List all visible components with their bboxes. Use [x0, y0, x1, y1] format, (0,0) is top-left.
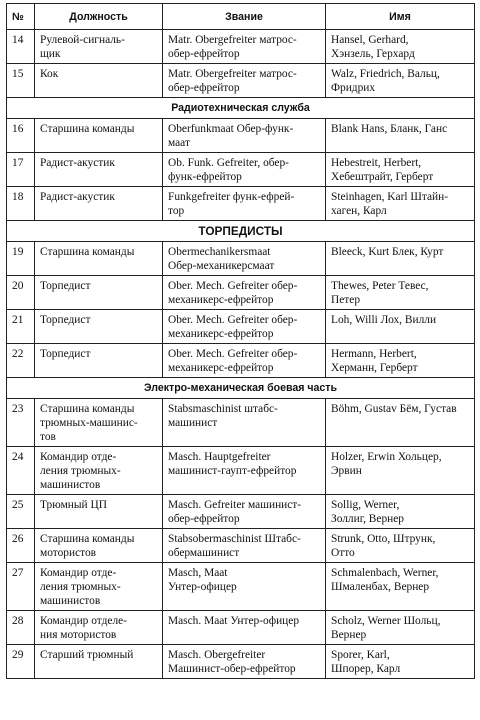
cell-name: Hermann, Herbert, Херманн, Герберт	[326, 344, 475, 378]
cell-name: Scholz, Werner Шольц, Вернер	[326, 611, 475, 645]
cell-rank: Ober. Mech. Gefreiter обер- механикерс-ефрейтор	[163, 310, 326, 344]
cell-name: Hansel, Gerhard, Хэнзель, Герхард	[326, 30, 475, 64]
cell-number: 15	[7, 64, 35, 98]
cell-rank: Matr. Obergefreiter матрос- обер-ефрейтор	[163, 30, 326, 64]
cell-name: Hebestreit, Herbert, Хебештрайт, Герберт	[326, 153, 475, 187]
cell-rank: Masch, Maat Унтер-офицер	[163, 563, 326, 611]
table-row	[7, 563, 475, 611]
section-title: Электро-механическая боевая часть	[7, 378, 475, 399]
cell-rank: Masch. Maat Унтер-офицер	[163, 611, 326, 645]
cell-name: Loh, Willi Лох, Вилли	[326, 310, 475, 344]
header-name: Имя	[326, 4, 475, 30]
cell-number: 25	[7, 495, 35, 529]
table-body	[7, 30, 475, 679]
cell-name: Strunk, Otto, Штрунк, Отто	[326, 529, 475, 563]
cell-position: Старший трюмный	[35, 645, 163, 679]
cell-rank: Stabsobermaschinist Штабс- обермашинист	[163, 529, 326, 563]
cell-name: Holzer, Erwin Хольцер, Эрвин	[326, 447, 475, 495]
cell-rank: Ober. Mech. Gefreiter обер- механикерс-ефрейтор	[163, 344, 326, 378]
table-header-row	[7, 4, 475, 30]
cell-rank: Obermechanikersmaat Обер-механикерсмаат	[163, 242, 326, 276]
table-row	[7, 187, 475, 221]
cell-rank: Masch. Obergefreiter Машинист-обер-ефрейтор	[163, 645, 326, 679]
cell-number: 27	[7, 563, 35, 611]
section-title: ТОРПЕДИСТЫ	[7, 221, 475, 242]
cell-number: 23	[7, 399, 35, 447]
cell-position: Командир отде- ления трюмных- машинистов	[35, 447, 163, 495]
cell-position: Торпедист	[35, 310, 163, 344]
cell-rank: Ober. Mech. Gefreiter обер- механикерс-ефрейтор	[163, 276, 326, 310]
table-row	[7, 64, 475, 98]
cell-position: Командир отде- ления трюмных- машинистов	[35, 563, 163, 611]
table-row	[7, 447, 475, 495]
header-rank: Звание	[163, 4, 326, 30]
header-number: №	[7, 4, 35, 30]
cell-name: Sporer, Karl, Шпорер, Карл	[326, 645, 475, 679]
table-row	[7, 344, 475, 378]
section-header-row	[7, 378, 475, 399]
cell-number: 14	[7, 30, 35, 64]
cell-position: Кок	[35, 64, 163, 98]
table-row	[7, 645, 475, 679]
section-header-row	[7, 221, 475, 242]
cell-name: Steinhagen, Karl Штайн- хаген, Карл	[326, 187, 475, 221]
cell-number: 18	[7, 187, 35, 221]
cell-position: Старшина команды	[35, 119, 163, 153]
cell-name: Schmalenbach, Werner, Шмаленбах, Вернер	[326, 563, 475, 611]
cell-rank: Stabsmaschinist штабс- машинист	[163, 399, 326, 447]
cell-rank: Masch. Gefreiter машинист- обер-ефрейтор	[163, 495, 326, 529]
cell-number: 20	[7, 276, 35, 310]
cell-position: Трюмный ЦП	[35, 495, 163, 529]
cell-rank: Ob. Funk. Gefreiter, обер- функ-ефрейтор	[163, 153, 326, 187]
table-row	[7, 495, 475, 529]
table-row	[7, 276, 475, 310]
cell-rank: Funkgefreiter функ-ефрей- тор	[163, 187, 326, 221]
cell-position: Радист-акустик	[35, 187, 163, 221]
cell-number: 29	[7, 645, 35, 679]
table-row	[7, 399, 475, 447]
section-title: Радиотехническая служба	[7, 98, 475, 119]
cell-rank: Matr. Obergefreiter матрос- обер-ефрейтор	[163, 64, 326, 98]
table-row	[7, 119, 475, 153]
cell-position: Старшина команды трюмных-машинис- тов	[35, 399, 163, 447]
cell-position: Рулевой-сигналь- щик	[35, 30, 163, 64]
header-position: Должность	[35, 4, 163, 30]
table-row	[7, 611, 475, 645]
cell-position: Старшина команды мотористов	[35, 529, 163, 563]
cell-name: Böhm, Gustav Бём, Густав	[326, 399, 475, 447]
cell-position: Торпедист	[35, 276, 163, 310]
cell-number: 17	[7, 153, 35, 187]
section-header-row	[7, 98, 475, 119]
cell-number: 16	[7, 119, 35, 153]
cell-name: Blank Hans, Бланк, Ганс	[326, 119, 475, 153]
cell-number: 26	[7, 529, 35, 563]
cell-name: Walz, Friedrich, Вальц, Фридрих	[326, 64, 475, 98]
cell-position: Радист-акустик	[35, 153, 163, 187]
cell-rank: Masch. Hauptgefreiter машинист-гаупт-ефрейтор	[163, 447, 326, 495]
table-row	[7, 310, 475, 344]
cell-rank: Oberfunkmaat Обер-функ- маат	[163, 119, 326, 153]
cell-number: 28	[7, 611, 35, 645]
table-row	[7, 529, 475, 563]
cell-name: Sollig, Werner, Золлиг, Вернер	[326, 495, 475, 529]
cell-position: Командир отделе- ния мотористов	[35, 611, 163, 645]
cell-name: Bleeck, Kurt Блек, Курт	[326, 242, 475, 276]
table-row	[7, 153, 475, 187]
table-row	[7, 242, 475, 276]
cell-number: 19	[7, 242, 35, 276]
table-row	[7, 30, 475, 64]
cell-number: 21	[7, 310, 35, 344]
cell-position: Торпедист	[35, 344, 163, 378]
cell-name: Thewes, Peter Тевес, Петер	[326, 276, 475, 310]
cell-number: 24	[7, 447, 35, 495]
cell-position: Старшина команды	[35, 242, 163, 276]
cell-number: 22	[7, 344, 35, 378]
crew-table	[6, 3, 475, 679]
